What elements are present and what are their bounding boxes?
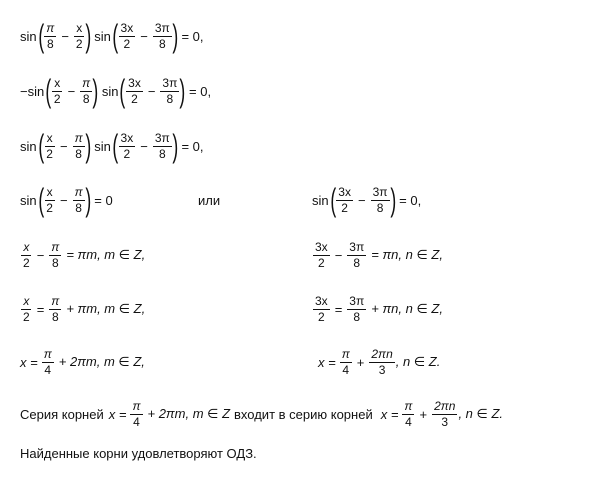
- minus-sign: −: [61, 28, 69, 44]
- fraction: [160, 77, 179, 105]
- numerator: 3x: [315, 293, 328, 308]
- denominator: 2: [53, 91, 61, 106]
- equation-2: [20, 69, 215, 113]
- equation-7-left: [20, 340, 149, 384]
- fraction: [119, 22, 136, 50]
- minus-sign: −: [59, 192, 68, 208]
- numerator: π: [51, 239, 60, 254]
- numerator: x: [46, 130, 53, 145]
- denominator: 2: [341, 200, 348, 215]
- equation-5-left: [20, 233, 149, 277]
- numerator: 3x: [120, 20, 134, 35]
- minus-sign: −: [59, 138, 68, 154]
- numerator: π: [51, 293, 60, 308]
- denominator: 8: [51, 309, 59, 324]
- fraction: [49, 241, 61, 269]
- equation-1: [20, 14, 207, 58]
- numerator: x: [76, 20, 83, 35]
- numerator: 3π: [162, 75, 178, 90]
- fraction: [52, 77, 63, 105]
- right-paren: ): [85, 18, 91, 54]
- denominator: 8: [82, 91, 90, 106]
- neg-sin-function: −sin: [20, 83, 45, 99]
- denominator: 4: [44, 362, 52, 377]
- left-paren: (: [112, 18, 119, 54]
- final-statement: [20, 441, 257, 465]
- numerator: 3x: [120, 130, 134, 145]
- right-paren: ): [172, 18, 179, 54]
- fraction: [44, 186, 55, 214]
- minus-sign: −: [67, 83, 76, 99]
- fraction: [73, 186, 85, 214]
- numerator: π: [74, 130, 83, 145]
- minus-sign: −: [147, 83, 156, 99]
- right-paren: ): [85, 128, 91, 164]
- equation-7-right: [318, 340, 440, 384]
- numerator: x: [54, 75, 61, 90]
- denominator: 4: [133, 414, 140, 429]
- denominator: 2: [46, 200, 53, 215]
- numerator: 3x: [128, 75, 141, 90]
- right-paren: ): [172, 128, 179, 164]
- equation-tail: = 0,: [181, 28, 204, 44]
- numerator: π: [46, 20, 55, 35]
- denominator: 8: [166, 91, 174, 106]
- denominator: 2: [131, 91, 138, 106]
- series-mid: + 2πm, m ∈ Z: [147, 406, 231, 421]
- equals-sign: =: [36, 301, 45, 317]
- left-paren: (: [38, 128, 44, 164]
- right-paren: ): [389, 182, 396, 218]
- equation-4-right: [312, 178, 425, 222]
- x-equals: x =: [318, 354, 336, 370]
- denominator: 8: [376, 200, 384, 215]
- numerator: 2πn: [434, 398, 456, 413]
- series-statement: [20, 392, 503, 436]
- sin-function: sin: [94, 28, 111, 44]
- right-paren: ): [179, 73, 186, 109]
- denominator: 8: [158, 146, 166, 161]
- numerator: 3π: [154, 20, 170, 35]
- numerator: 3x: [315, 239, 328, 254]
- denominator: 4: [342, 362, 350, 377]
- equation-tail: = 0,: [189, 83, 212, 99]
- right-paren: ): [85, 182, 91, 218]
- fraction: [432, 400, 457, 428]
- fraction: [313, 241, 330, 269]
- fraction: [44, 132, 55, 160]
- numerator: 2πn: [371, 346, 393, 361]
- left-paren: (: [38, 18, 44, 54]
- series-text-2: входит в серию корней: [234, 406, 373, 422]
- left-paren: (: [330, 182, 336, 218]
- numerator: 3x: [338, 184, 351, 199]
- fraction: [347, 241, 366, 269]
- minus-sign: −: [357, 192, 366, 208]
- numerator: π: [341, 346, 350, 361]
- equation-tail: = πn, n ∈ Z,: [371, 247, 443, 262]
- equation-tail: = 0,: [399, 192, 422, 208]
- or-word: [198, 178, 220, 222]
- denominator: 8: [75, 146, 82, 161]
- denominator: 8: [353, 309, 361, 324]
- equals-sign: =: [334, 301, 343, 317]
- numerator: x: [46, 184, 53, 199]
- minus-sign: −: [334, 247, 343, 263]
- sin-function: sin: [20, 192, 37, 208]
- numerator: π: [404, 398, 413, 413]
- fraction: [371, 186, 390, 214]
- denominator: 2: [46, 146, 53, 161]
- numerator: 3π: [349, 293, 365, 308]
- equation-tail: + 2πm, m ∈ Z,: [58, 354, 145, 369]
- left-paren: (: [38, 182, 44, 218]
- series-text-1: Серия корней: [20, 406, 104, 422]
- denominator: 3: [441, 414, 449, 429]
- equation-4-left: [20, 178, 117, 222]
- fraction: [340, 348, 352, 376]
- right-paren: ): [92, 73, 99, 109]
- denominator: 3: [378, 362, 386, 377]
- equation-tail: + πn, n ∈ Z,: [371, 301, 443, 316]
- fraction: [336, 186, 353, 214]
- x-equals: x =: [108, 406, 127, 422]
- equation-tail: + πm, m ∈ Z,: [66, 301, 146, 316]
- sin-function: sin: [312, 192, 329, 208]
- denominator: 2: [123, 146, 131, 161]
- equation-3: [20, 124, 207, 168]
- equation-tail: = 0: [94, 192, 113, 208]
- fraction: [44, 22, 56, 50]
- denominator: 2: [123, 36, 131, 51]
- fraction: [80, 77, 92, 105]
- fraction: [126, 77, 143, 105]
- fraction: [347, 295, 366, 323]
- denominator: 8: [51, 255, 59, 270]
- fraction: [49, 295, 61, 323]
- numerator: π: [74, 184, 83, 199]
- plus-sign: +: [356, 354, 365, 370]
- x-equals: x =: [20, 354, 38, 370]
- plus-sign: +: [419, 406, 428, 422]
- minus-sign: −: [140, 138, 148, 154]
- fraction: [402, 400, 414, 428]
- denominator: 2: [23, 255, 30, 270]
- denominator: 2: [75, 36, 83, 51]
- denominator: 2: [23, 309, 30, 324]
- numerator: 3π: [372, 184, 388, 199]
- equation-tail: , n ∈ Z.: [395, 354, 441, 369]
- numerator: x: [23, 239, 30, 254]
- denominator: 4: [405, 414, 412, 429]
- final-text: Найденные корни удовлетворяют ОДЗ.: [20, 445, 257, 461]
- fraction: [21, 241, 32, 269]
- denominator: 2: [318, 309, 325, 324]
- fraction: [42, 348, 54, 376]
- numerator: 3π: [154, 130, 170, 145]
- fraction: [313, 295, 330, 323]
- numerator: 3π: [349, 239, 365, 254]
- fraction: [119, 132, 136, 160]
- fraction: [153, 132, 172, 160]
- equation-tail: = 0,: [181, 138, 204, 154]
- minus-sign: −: [36, 247, 45, 263]
- equation-tail: = πm, m ∈ Z,: [66, 247, 146, 262]
- sin-function: sin: [20, 138, 37, 154]
- sin-function: sin: [20, 28, 37, 44]
- fraction: [74, 22, 85, 50]
- series-tail: , n ∈ Z.: [458, 406, 504, 421]
- or-text: или: [198, 192, 221, 208]
- numerator: π: [82, 75, 91, 90]
- denominator: 8: [46, 36, 54, 51]
- denominator: 8: [353, 255, 361, 270]
- numerator: π: [43, 346, 52, 361]
- equation-6-right: [312, 287, 447, 331]
- fraction: [73, 132, 85, 160]
- numerator: π: [132, 398, 141, 413]
- equation-6-left: [20, 287, 149, 331]
- fraction: [369, 348, 394, 376]
- equation-5-right: [312, 233, 447, 277]
- sin-function: sin: [94, 138, 111, 154]
- numerator: x: [23, 293, 30, 308]
- denominator: 8: [158, 36, 166, 51]
- minus-sign: −: [140, 28, 148, 44]
- denominator: 2: [318, 255, 325, 270]
- fraction: [130, 400, 142, 428]
- fraction: [21, 295, 32, 323]
- left-paren: (: [112, 128, 119, 164]
- left-paren: (: [45, 73, 52, 109]
- left-paren: (: [119, 73, 126, 109]
- x-equals: x =: [380, 406, 399, 422]
- sin-function: sin: [101, 83, 119, 99]
- denominator: 8: [75, 200, 82, 215]
- fraction: [153, 22, 172, 50]
